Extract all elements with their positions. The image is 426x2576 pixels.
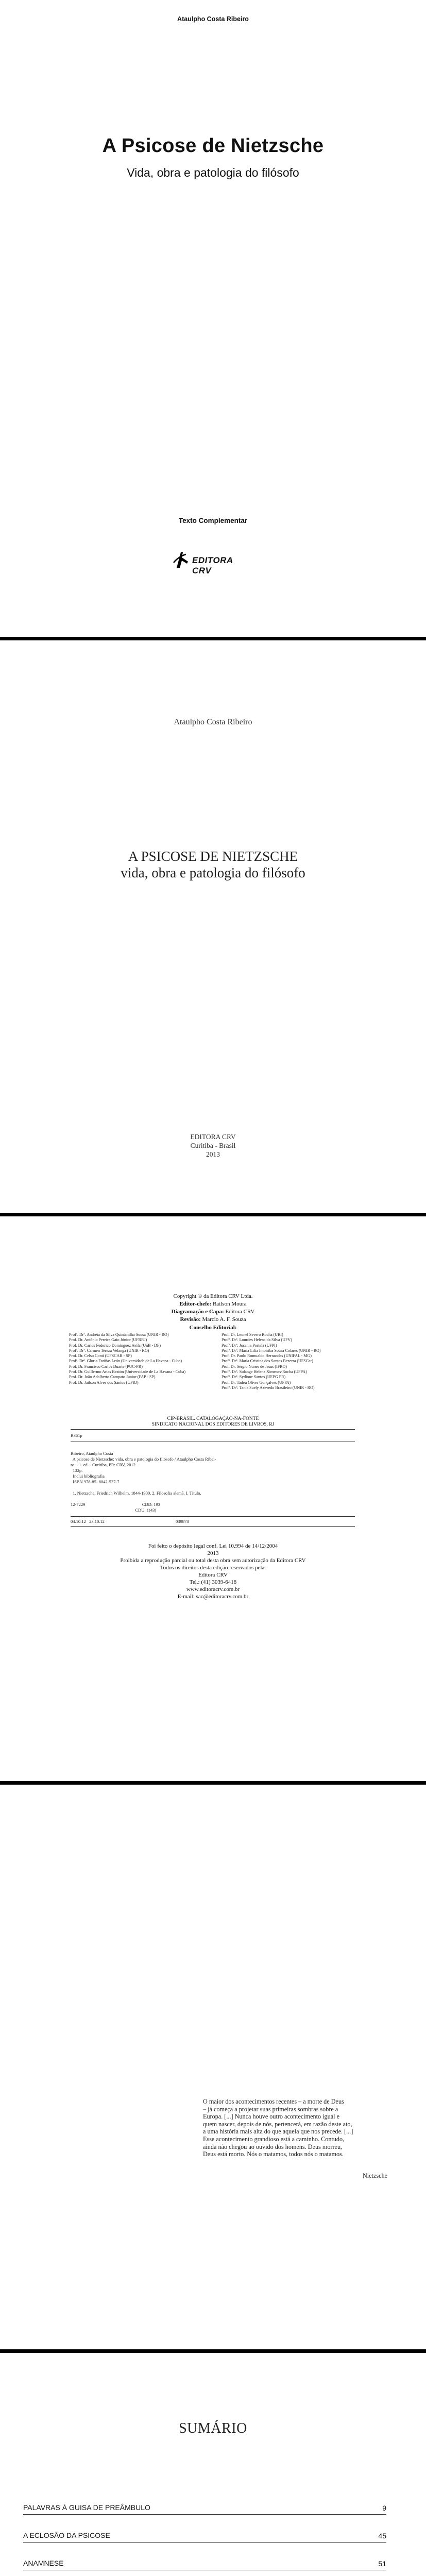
cip-divider: [71, 1516, 355, 1517]
review-label: Revisão:: [180, 1316, 201, 1323]
cip-record: [71, 1445, 216, 1513]
copyright-line: Copyright © da Editora CRV Ltda.: [173, 1293, 253, 1299]
publisher-phone: Tel.: (41) 3039-6418: [189, 1579, 237, 1585]
legal-year: 2013: [207, 1550, 219, 1556]
publisher-email[interactable]: E-mail: sac@editoracrv.com.br: [177, 1594, 249, 1600]
council-member: Profª. Drª. Andréia da Silva Quintanilha Sousa (UNIR - RO): [69, 1332, 169, 1337]
council-right-column: [221, 1332, 361, 1391]
cip-divider: [71, 1526, 355, 1527]
title-page: [0, 640, 426, 1213]
page-separator: [0, 1781, 426, 1785]
layout-value: Editora CRV: [225, 1309, 255, 1315]
council-member: Prof. Dr. Carlos Federico Dominguez Avila (UnB - DF): [69, 1343, 161, 1348]
council-member: Profª. Drª. Carmen Tereza Velanga (UNIR - RO): [69, 1348, 149, 1353]
toc-entry[interactable]: [23, 2526, 386, 2543]
epigraph-attribution: Nietzsche: [362, 2172, 387, 2179]
toc-entry-page: 9: [382, 2504, 386, 2512]
council-member: Prof. Dr. Paulo Romualdo Hernandes (UNIFAL - MG): [221, 1353, 312, 1359]
toc-heading: SUMÁRIO: [179, 2420, 247, 2436]
editor-line: [0, 1301, 426, 1307]
cover-tag: Texto Complementar: [178, 517, 248, 524]
quote-line: ainda não chegou ao ouvido dos homens. Deus morreu,: [203, 2143, 343, 2150]
toc-entry-page: 45: [378, 2532, 386, 2540]
cip-code: R361p: [71, 1433, 82, 1438]
review-line: [0, 1316, 426, 1323]
council-member: Profª. Drª. Gloria Fariñas León (Universidade de La Havana - Cuba): [69, 1359, 182, 1364]
council-member: Prof. Dr. Leonel Severo Rocha (URI): [221, 1332, 283, 1337]
cip-line: A psicose de Nietzsche: vida, obra e patologia do filósofo / Ataulpho Costa Ribei-: [71, 1456, 216, 1462]
quote-line: O maior dos acontecimentos recentes – a morte de Deus: [203, 2098, 344, 2105]
council-member: Profª. Drª. Maria Cristina dos Santos Bezerra (UFSCar): [221, 1359, 313, 1364]
cover-author: Ataulpho Costa Ribeiro: [177, 15, 249, 23]
cip-subheader: SINDICATO NACIONAL DOS EDITORES DE LIVROS, RJ: [151, 1422, 275, 1427]
council-member: Prof. Dr. Tadeu Oliver Gonçalves (UFPA): [221, 1380, 291, 1385]
cip-divider: [71, 1429, 355, 1430]
council-left-column: [69, 1332, 216, 1385]
council-member: Prof. Dr. João Adalberto Campato Junior (FAP - SP): [69, 1375, 156, 1380]
logo-wordmark: EDITORA CRV: [192, 555, 233, 575]
council-member: Profª. Drª. Solange Helena Ximenes-Rocha (UFPA): [221, 1369, 307, 1375]
council-member: Profª. Drª. Josania Portela (UFPI): [221, 1343, 277, 1348]
toc-entry[interactable]: [23, 2553, 386, 2570]
legal-reproduction: Proibida a reprodução parcial ou total desta obra sem autorização da Editora CRV: [120, 1557, 306, 1564]
toc-entry-title: PALAVRAS À GUISA DE PREÂMBULO: [23, 2503, 150, 2512]
publisher-name: Editora CRV: [198, 1572, 228, 1578]
layout-label: Diagramação e Capa:: [171, 1309, 224, 1315]
council-heading: Conselho Editorial:: [189, 1325, 237, 1331]
legal-deposit: Foi feito o depósito legal conf. Lei 10.994 de 14/12/2004: [148, 1543, 278, 1549]
quote-line: Deus está morto. Nós o matamos, todos nós o matamos.: [203, 2150, 344, 2158]
cover-page: [0, 0, 426, 637]
cip-line: Inclui bibliografia: [71, 1473, 105, 1479]
publisher-website[interactable]: www.editoracrv.com.br: [186, 1586, 240, 1592]
council-member: Prof. Dr. Jailson Alves dos Santos (UFRJ): [69, 1380, 139, 1385]
cip-header: CIP-BRASIL. CATALOGAÇÃO-NA-FONTE: [167, 1416, 259, 1421]
council-member: Prof. Dr. Francisco Carlos Duarte (PUC-PR): [69, 1364, 143, 1369]
toc-entry-title: ANAMNESE: [23, 2559, 64, 2567]
council-member: Prof. Dr. Antônio Pereira Gaio Júnior (UFRRJ): [69, 1337, 147, 1343]
cip-line: CDU: 1(43): [71, 1507, 157, 1513]
cip-line: ro. - 1. ed. - Curitiba, PR: CRV, 2012.: [71, 1462, 137, 1467]
title-page-author: Ataulpho Costa Ribeiro: [174, 718, 252, 726]
editor-label: Editor-chefe:: [179, 1301, 212, 1307]
council-member: Prof. Dr. Sérgio Nunes de Jesus (IFRO): [221, 1364, 287, 1369]
cip-line: 1. Nietzsche, Friedrich Wilhelm, 1844-1900. 2. Filosofia alemã. I. Título.: [71, 1490, 201, 1496]
cip-line: 132p.: [71, 1468, 83, 1473]
quote-line: quem nascer, depois de nós, pertencerá, em razão deste ato,: [203, 2120, 352, 2128]
page-separator: [0, 1213, 426, 1216]
toc-entry-page: 51: [378, 2560, 386, 2568]
cip-line: Ribeiro, Ataulpho Costa: [71, 1451, 113, 1456]
title-page-place: Curitiba - Brasil: [190, 1142, 236, 1149]
editor-value: Railson Moura: [212, 1301, 247, 1307]
credits-page: [0, 1216, 426, 1781]
crv-logo-icon: [172, 551, 190, 569]
title-page-publisher: EDITORA CRV: [190, 1133, 236, 1141]
review-value: Marcio A. F. Souza: [202, 1316, 246, 1323]
toc-page: [0, 2353, 426, 2576]
publisher-logo: [172, 551, 254, 575]
cip-line: 12-7229 CDD: 193: [71, 1502, 161, 1507]
cover-subtitle: Vida, obra e patologia do filósofo: [127, 166, 299, 179]
cip-line: ISBN 978-85- 8042-527-7: [71, 1479, 120, 1484]
council-member: Prof. Dr. Guillermo Arias Beatón (Universidade de La Havana - Cuba): [69, 1369, 186, 1375]
quote-line: a uma história mais alta do que aquela que nos precede. [...]: [203, 2128, 353, 2136]
quote-line: Europa. [...] Nunca houve outro acontecimento igual e: [203, 2113, 339, 2121]
title-page-title: A PSICOSE DE NIETZSCHE: [128, 849, 298, 864]
cover-title: A Psicose de Nietzsche: [102, 135, 324, 157]
council-member: Profª. Drª. Sydione Santos (UEPG PR): [221, 1375, 286, 1380]
council-member: Profª. Drª. Lourdes Helena da Silva (UFV): [221, 1337, 292, 1343]
quote-line: – já começa a projetar suas primeiras sombras sobre a: [203, 2105, 338, 2113]
quote-line: Esse acontecimento grandioso está a caminho. Contudo,: [203, 2135, 345, 2143]
council-member: Prof. Dr. Celso Conti (UFSCAR - SP): [69, 1353, 132, 1359]
toc-entry-title: A ECLOSÃO DA PSICOSE: [23, 2531, 110, 2539]
epigraph-page: [0, 1785, 426, 2349]
cip-footer: 04.10.12 23.10.12 039878: [71, 1519, 189, 1524]
title-page-subtitle: vida, obra e patologia do filósofo: [121, 865, 305, 880]
council-member: Profª. Drª. Tania Suely Azevedo Brasileiro (UNIR - RO): [221, 1385, 315, 1390]
epigraph-quote: [203, 2098, 388, 2158]
page-separator: [0, 2349, 426, 2353]
council-member: Profª. Drª. Maria Lília Imbiriba Sousa Colares (UNIR - RO): [221, 1348, 321, 1353]
legal-rights: Todos os direitos desta edição reservados pela:: [160, 1565, 266, 1571]
layout-line: [0, 1309, 426, 1315]
title-page-year: 2013: [206, 1150, 220, 1158]
page-separator: [0, 637, 426, 640]
toc-entry[interactable]: [23, 2498, 386, 2515]
